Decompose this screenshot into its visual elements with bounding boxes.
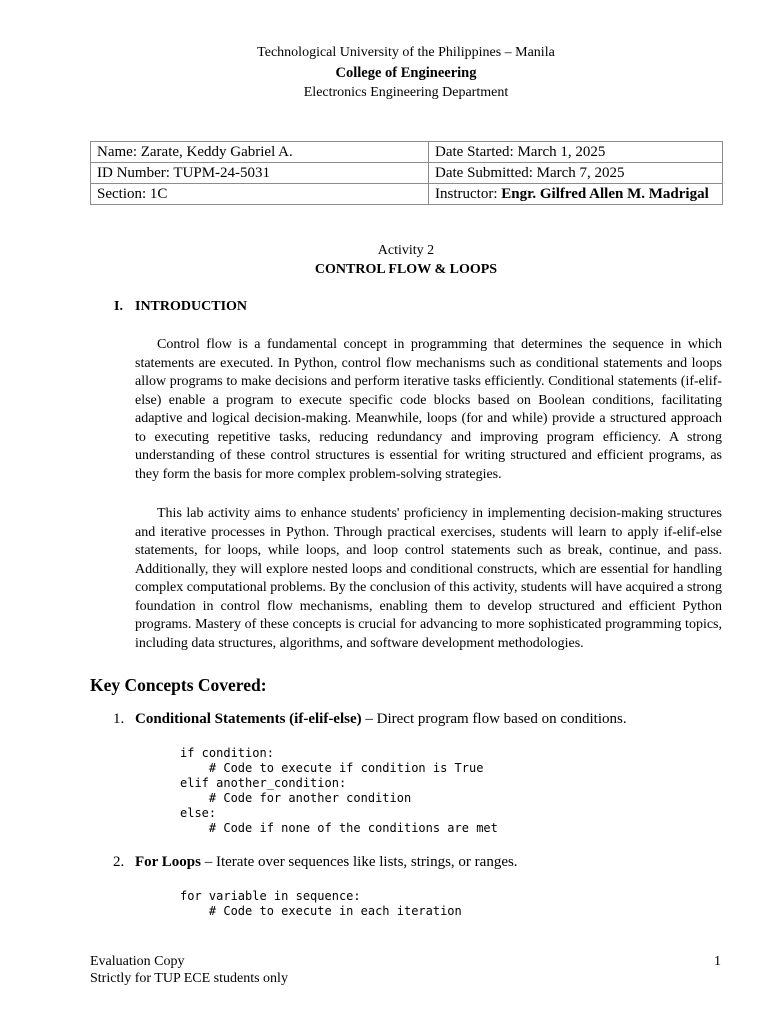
- id-number-cell: ID Number: TUPM-24-5031: [91, 163, 429, 184]
- list-item: [135, 711, 627, 728]
- list-item-number: 1.: [113, 711, 125, 727]
- instructor-cell: [429, 184, 723, 205]
- list-item-title: For Loops: [135, 854, 201, 870]
- table-row: [91, 142, 723, 163]
- list-item-title: Conditional Statements (if-elif-else): [135, 711, 362, 727]
- section-title: INTRODUCTION: [135, 299, 248, 314]
- instructor-label: Instructor:: [435, 186, 502, 202]
- list-item: [135, 854, 518, 871]
- key-concepts-heading: Key Concepts Covered:: [90, 675, 267, 695]
- table-row: [91, 184, 723, 205]
- list-item-description: – Iterate over sequences like lists, strings, or ranges.: [200, 854, 518, 870]
- student-name-cell: Name: Zarate, Keddy Gabriel A.: [91, 142, 429, 163]
- instructor-name: Engr. Gilfred Allen M. Madrigal: [501, 186, 709, 202]
- footer-restriction-note: Strictly for TUP ECE students only: [90, 971, 288, 986]
- section-cell: Section: 1C: [91, 184, 429, 205]
- list-item-description: – Direct program flow based on conditions.: [361, 711, 627, 727]
- activity-number: Activity 2: [377, 243, 435, 258]
- university-name: Technological University of the Philippines – Manila: [257, 45, 555, 60]
- date-started-cell: Date Started: March 1, 2025: [429, 142, 723, 163]
- list-item-number: 2.: [113, 854, 125, 870]
- college-name: College of Engineering: [335, 65, 477, 81]
- student-info-table: [90, 141, 723, 205]
- department-name: Electronics Engineering Department: [303, 85, 509, 100]
- intro-paragraph-1: Control flow is a fundamental concept in programming that determines the sequence in which statements are executed. In Python, control flow mechanisms such as conditional statements and loops allow programs to make decisions and perform iterative tasks efficiently. Conditional statements (if-elif-else) enable a program to execute specific code blocks based on Boolean conditions, facilitating adaptive and logical decision-making. Meanwhile, loops (for and while) provide a structured approach to executing repetitive tasks, reducing redundancy and improving program efficiency. A strong understanding of these control structures is essential for writing structured and efficient programs, as they form the basis for more complex problem-solving strategies.: [135, 337, 722, 482]
- code-block: for variable in sequence: # Code to execute in each iteration: [180, 889, 462, 918]
- code-block: if condition: # Code to execute if condition is True elif another_condition: # Code for another condition else: # Code if none of the conditions are met: [180, 746, 498, 835]
- activity-title: CONTROL FLOW & LOOPS: [314, 262, 498, 277]
- page-number: 1: [714, 954, 721, 969]
- intro-paragraph-2: This lab activity aims to enhance students' proficiency in implementing decision-making structures and iterative processes in Python. Through practical exercises, students will learn to apply if-elif-else statements, for loops, while loops, and loop control statements such as break, continue, and pass. Additionally, they will explore nested loops and conditional constructs, which are essential for handling complex computational problems. By the conclusion of this activity, students will have acquired a strong foundation in control flow mechanisms, enabling them to develop structured and efficient Python programs. Mastery of these concepts is crucial for advancing to more sophisticated programming topics, including data structures, algorithms, and software development methodologies.: [135, 506, 722, 651]
- section-numeral: I.: [114, 299, 123, 314]
- table-row: [91, 163, 723, 184]
- footer-evaluation-copy: Evaluation Copy: [90, 954, 185, 969]
- date-submitted-cell: Date Submitted: March 7, 2025: [429, 163, 723, 184]
